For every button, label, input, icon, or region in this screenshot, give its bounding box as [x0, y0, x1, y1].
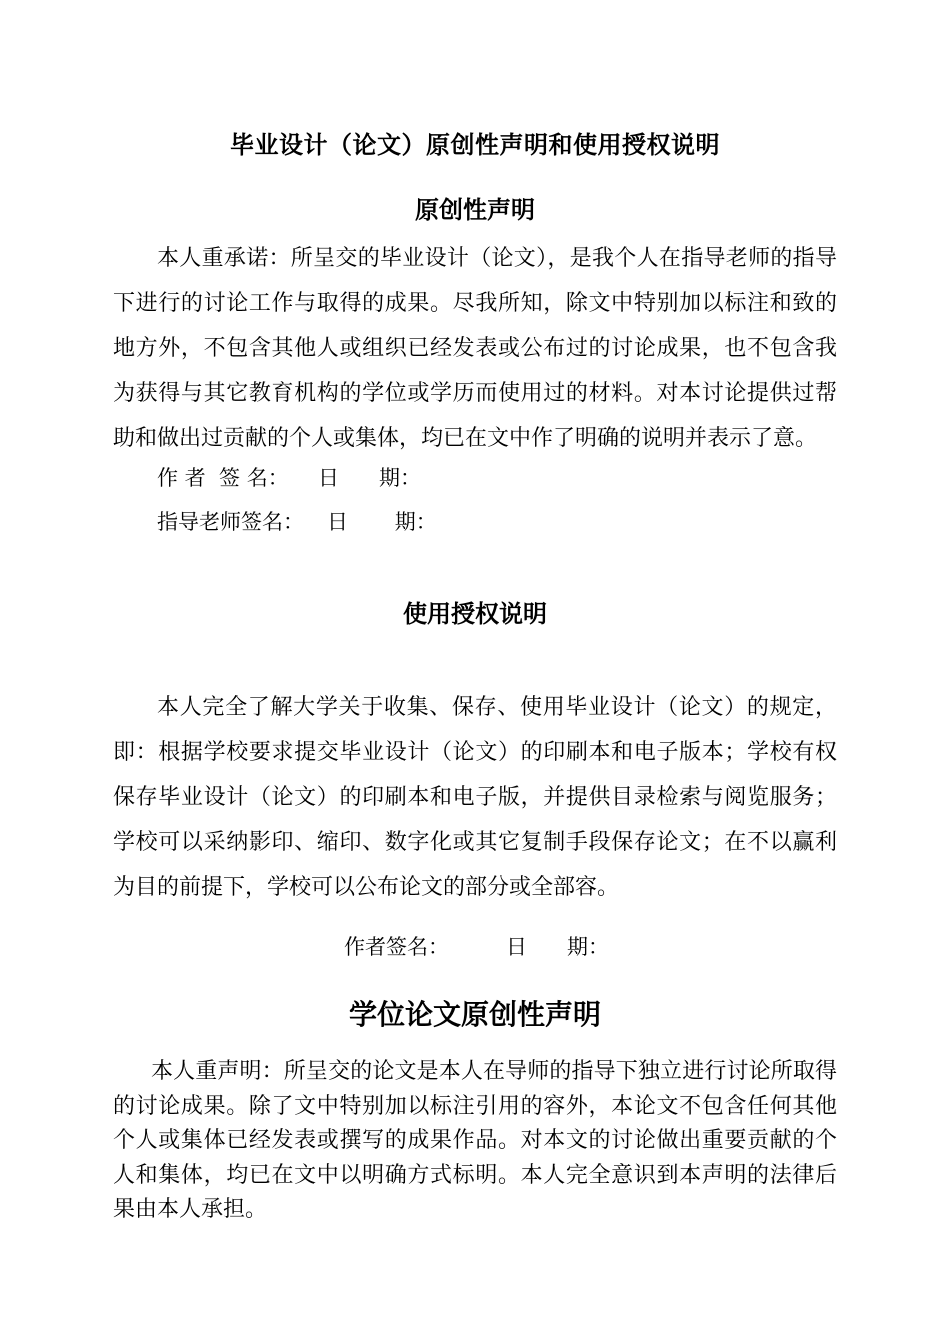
authorization-body: 本人完全了解大学关于收集、保存、使用毕业设计（论文）的规定，即：根据学校要求提交毕业设计（论文）的印刷本和电子版本；学校有权保存毕业设计（论文）的印刷本和电子版，并提供目录检索与阅览服务；学校可以采纳影印、缩印、数字化或其它复制手段保存论文；在不以赢利为目的前提下，学校可以公布论文的部分或全部容。 — [113, 695, 837, 900]
authorization-date-label: 日 期： — [506, 935, 610, 959]
author-date-label: 日 期： — [318, 466, 422, 490]
advisor-signature-label: 指导老师签名： — [157, 510, 304, 534]
degree-originality-body: 本人重声明：所呈交的论文是本人在导师的指导下独立进行讨论所取得的讨论成果。除了文中特别加以标注引用的容外，本论文不包含任何其他个人或集体已经发表或撰写的成果作品。对本文的讨论做出重要贡献的个人和集体，均已在文中以明确方式标明。本人完全意识到本声明的法律后果由本人承担。 — [113, 1059, 837, 1222]
authorization-author-signature-label: 作者签名： — [344, 935, 449, 959]
authorization-heading: 使用授权说明 — [403, 600, 547, 628]
author-signature-label: 作 者 签 名： — [157, 466, 289, 490]
main-title: 毕业设计（论文）原创性声明和使用授权说明 — [230, 131, 720, 159]
degree-originality-heading: 学位论文原创性声明 — [348, 998, 601, 1031]
advisor-date-label: 日 期： — [327, 510, 437, 534]
originality-body: 本人重承诺：所呈交的毕业设计（论文），是我个人在指导老师的指导下进行的讨论工作与取得的成果。尽我所知，除文中特别加以标注和致的地方外，不包含其他人或组织已经发表或公布过的讨论成果，也不包含我为获得与其它教育机构的学位或学历而使用过的材料。对本讨论提供过帮助和做出过贡献的个人或集体，均已在文中作了明确的说明并表示了意。 — [113, 246, 837, 451]
originality-heading: 原创性声明 — [415, 196, 535, 224]
